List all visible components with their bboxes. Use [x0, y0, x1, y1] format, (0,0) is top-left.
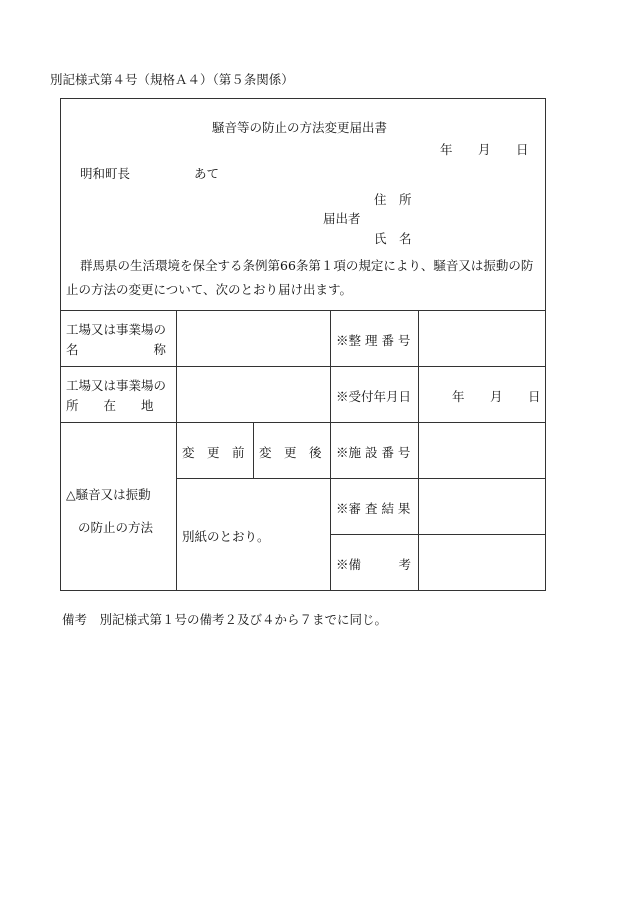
received-month: 月 [490, 389, 503, 404]
row-divider-1 [60, 366, 546, 367]
received-date-label: ※受付年月日 [336, 389, 412, 404]
footnote: 備考 別記様式第１号の備考２及び４から７までに同じ。 [62, 612, 388, 627]
date-year: 年 [440, 142, 453, 157]
row-divider-2 [60, 422, 546, 423]
factory-address-label-b: 所 在 地 [66, 398, 154, 413]
table-top-border [60, 310, 546, 311]
addressee-suffix: あて [194, 166, 220, 181]
reg-number-label: ※整 理 番 号 [336, 333, 411, 348]
col-divider-office-value [418, 310, 419, 591]
received-day: 日 [528, 389, 541, 404]
office-remarks-label: ※備 考 [336, 557, 412, 572]
col-divider-before-after [253, 422, 254, 478]
body-text-line1: 群馬県の生活環境を保全する条例第66条第１項の規定により、騒音又は振動の防 [80, 258, 534, 273]
col-divider-label [176, 310, 177, 591]
address-label: 住 所 [374, 192, 412, 207]
factory-name-label-a: 工場又は事業場の [66, 322, 167, 337]
before-change-header: 変 更 前 [182, 445, 245, 460]
review-result-label: ※審 査 結 果 [336, 501, 411, 516]
body-text-line2: 止の方法の変更について、次のとおり届け出ます。 [66, 282, 353, 297]
date-month: 月 [478, 142, 491, 157]
received-year: 年 [452, 389, 465, 404]
factory-name-label-b: 名 称 [66, 342, 167, 357]
col-divider-office [330, 310, 331, 591]
frame-right-border [545, 98, 546, 591]
name-label: 氏 名 [374, 231, 412, 246]
prevention-method-label-b: の防止の方法 [78, 520, 154, 535]
applicant-label: 届出者 [323, 211, 361, 226]
frame-left-border [60, 98, 61, 591]
addressee-name: 明和町長 [80, 166, 131, 181]
details-text: 別紙のとおり。 [182, 529, 270, 544]
document-title: 騒音等の防止の方法変更届出書 [212, 120, 388, 135]
row-divider-3 [176, 478, 546, 479]
form-reference: 別記様式第４号（規格Ａ４）（第５条関係） [50, 72, 294, 87]
date-day: 日 [516, 142, 529, 157]
frame-top-border [60, 98, 546, 99]
frame-bottom-border [60, 590, 546, 591]
row-divider-4 [330, 534, 546, 535]
factory-address-label-a: 工場又は事業場の [66, 378, 167, 393]
after-change-header: 変 更 後 [259, 445, 322, 460]
prevention-method-label-a: △騒音又は振動 [66, 487, 151, 502]
facility-number-label: ※施 設 番 号 [336, 445, 411, 460]
